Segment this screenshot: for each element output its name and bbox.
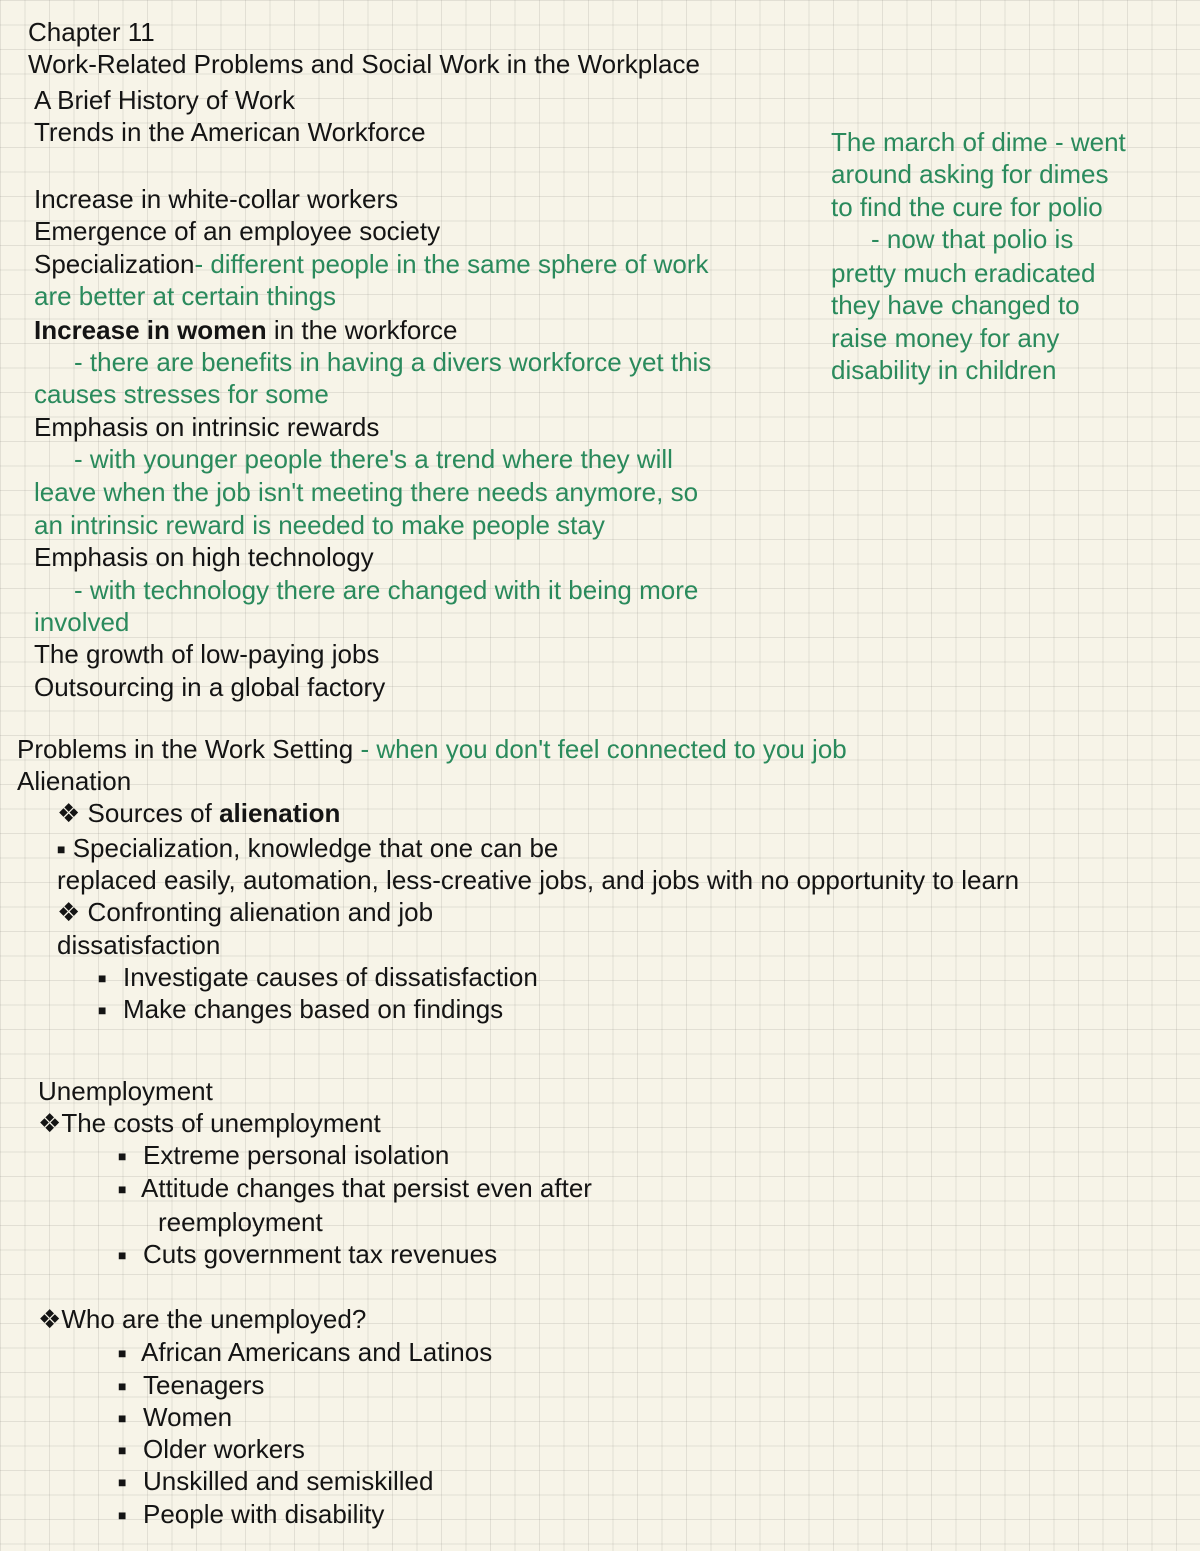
square-bullet-icon: ■ [118, 1148, 127, 1164]
intrinsic-note: - with younger people there's a trend where they will [74, 444, 673, 474]
sources-prefix: Sources of [87, 798, 220, 828]
trend-women [34, 314, 457, 346]
side-note-line: they have changed to [831, 290, 1080, 320]
problems-heading-note: - when you don't feel connected to you job [353, 734, 847, 764]
diamond-bullet-icon: ❖ [57, 798, 81, 828]
diamond-bullet-icon: ❖ [57, 897, 81, 927]
side-note-line: raise money for any [831, 323, 1060, 353]
list-item-investigate [98, 961, 538, 994]
confronting-alienation [57, 896, 433, 928]
section-trends: Trends in the American Workforce [34, 117, 426, 147]
square-bullet-icon: ■ [118, 1247, 127, 1263]
sources-detail-cont: replaced easily, automation, less-creative jobs, and jobs with no opportunity to learn [57, 865, 1020, 895]
list-item-cont: reemployment [158, 1207, 323, 1237]
sources-detail [57, 832, 558, 865]
specialization-note: - different people in the same sphere of work [194, 249, 709, 279]
side-note-line: to find the cure for polio [831, 192, 1103, 222]
women-rest-label: in the workforce [266, 315, 458, 345]
trend-intrinsic: Emphasis on intrinsic rewards [34, 412, 380, 442]
list-item [118, 1238, 497, 1271]
sources-bold: alienation [219, 798, 341, 828]
trend-white-collar: Increase in white-collar workers [34, 184, 399, 214]
chapter-title: Work-Related Problems and Social Work in the Workplace [28, 49, 700, 79]
sources-of-alienation [57, 797, 340, 829]
side-note-line: - now that polio is [871, 224, 1074, 254]
list-item [118, 1172, 592, 1205]
list-item-text: Women [143, 1402, 233, 1432]
list-item-text: Unskilled and semiskilled [143, 1466, 434, 1496]
problems-heading [17, 733, 847, 765]
technology-note: - with technology there are changed with it being more [74, 575, 699, 605]
technology-note-cont: involved [34, 607, 130, 637]
list-item [118, 1139, 449, 1172]
list-item [118, 1433, 305, 1466]
intrinsic-note-cont-2: an intrinsic reward is needed to make people stay [34, 510, 605, 540]
confronting-cont: dissatisfaction [57, 930, 221, 960]
square-bullet-icon: ■ [118, 1442, 127, 1458]
alienation-heading: Alienation [17, 766, 132, 796]
list-item-text: Attitude changes that persist even after [141, 1173, 592, 1203]
list-item [118, 1401, 232, 1434]
list-item [118, 1498, 384, 1531]
square-bullet-icon: ■ [57, 841, 66, 857]
trend-outsourcing: Outsourcing in a global factory [34, 672, 386, 702]
list-item-text: Investigate causes of dissatisfaction [123, 962, 538, 992]
list-item-text: Cuts government tax revenues [143, 1239, 498, 1269]
list-item-text: Extreme personal isolation [143, 1140, 450, 1170]
specialization-note-cont: are better at certain things [34, 281, 337, 311]
problems-heading-label: Problems in the Work Setting [17, 734, 354, 764]
square-bullet-icon: ■ [118, 1345, 127, 1361]
square-bullet-icon: ■ [118, 1410, 127, 1426]
confronting-text: Confronting alienation and job [87, 897, 434, 927]
square-bullet-icon: ■ [118, 1507, 127, 1523]
list-item [118, 1336, 492, 1369]
specialization-label: Specialization [34, 249, 195, 279]
trend-employee-society: Emergence of an employee society [34, 216, 441, 246]
list-item-make-changes [98, 993, 503, 1026]
diamond-bullet-icon: ❖ [38, 1108, 62, 1138]
square-bullet-icon: ■ [98, 1002, 107, 1018]
side-note-line: around asking for dimes [831, 159, 1109, 189]
side-note-line: The march of dime - went [831, 127, 1126, 157]
costs-text: The costs of unemployment [61, 1108, 381, 1138]
list-item [118, 1369, 264, 1402]
section-history: A Brief History of Work [34, 85, 296, 115]
trend-specialization [34, 248, 708, 280]
who-are-unemployed [38, 1303, 366, 1335]
who-text: Who are the unemployed? [61, 1304, 367, 1334]
unemployment-heading: Unemployment [38, 1076, 213, 1106]
side-note-line: disability in children [831, 355, 1057, 385]
diamond-bullet-icon: ❖ [38, 1304, 62, 1334]
list-item-text: Make changes based on findings [123, 994, 504, 1024]
list-item [118, 1465, 433, 1498]
list-item-text: People with disability [143, 1499, 385, 1529]
list-item-text: African Americans and Latinos [141, 1337, 493, 1367]
square-bullet-icon: ■ [118, 1181, 127, 1197]
women-bold-label: Increase in women [34, 315, 267, 345]
women-note: - there are benefits in having a divers workforce yet this [74, 347, 712, 377]
costs-of-unemployment [38, 1107, 381, 1139]
trend-technology: Emphasis on high technology [34, 542, 374, 572]
square-bullet-icon: ■ [98, 970, 107, 986]
intrinsic-note-cont-1: leave when the job isn't meeting there needs anymore, so [34, 477, 699, 507]
side-note-line: pretty much eradicated [831, 258, 1096, 288]
women-note-cont: causes stresses for some [34, 379, 329, 409]
trend-low-paying: The growth of low-paying jobs [34, 639, 380, 669]
square-bullet-icon: ■ [118, 1474, 127, 1490]
list-item-text: Teenagers [143, 1370, 265, 1400]
chapter-label: Chapter 11 [28, 17, 155, 47]
list-item-text: Older workers [143, 1434, 305, 1464]
sources-detail-text: Specialization, knowledge that one can be [72, 833, 559, 863]
square-bullet-icon: ■ [118, 1378, 127, 1394]
